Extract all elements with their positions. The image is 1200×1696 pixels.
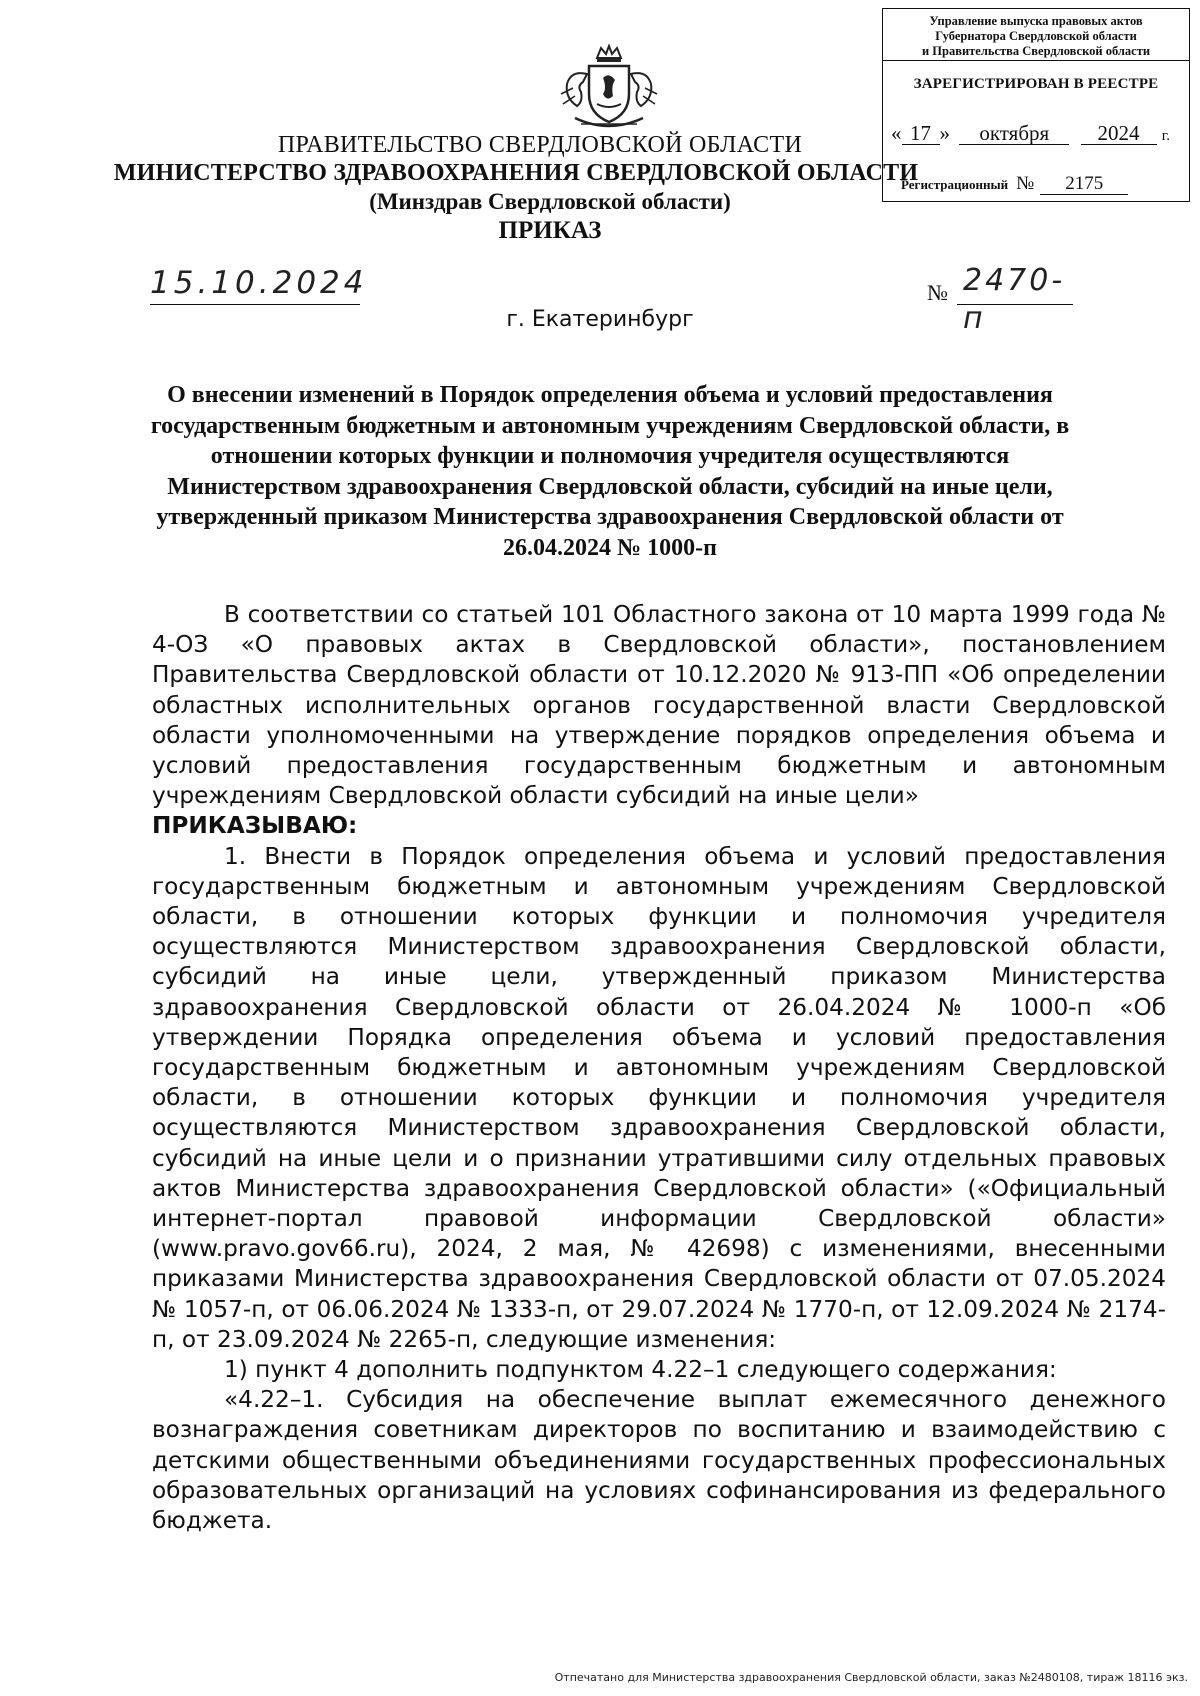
stamp-quote-open: « <box>891 121 902 145</box>
order-body <box>152 600 1166 1536</box>
ministry-heading: МИНИСТЕРСТВО ЗДРАВООХРАНЕНИЯ СВЕРДЛОВСКОЙ ОБЛАСТИ <box>113 160 919 186</box>
stamp-year-suffix: г. <box>1161 128 1170 144</box>
document-type: ПРИКАЗ <box>498 217 602 244</box>
stamp-year: 2024 <box>1081 122 1157 145</box>
stamp-department <box>883 9 1189 61</box>
stamp-day: 17 <box>902 122 940 145</box>
stamp-reg-label: Регистрационный <box>901 177 1009 192</box>
subitem-1-paragraph: 1) пункт 4 дополнить подпунктом 4.22–1 следующего содержания: <box>224 1356 1057 1384</box>
ministry-short-name: (Минздрав Свердловской области) <box>369 189 731 214</box>
stamp-number-sign: № <box>1016 173 1035 194</box>
stamp-month: октября <box>959 122 1069 145</box>
stamp-registered-label: ЗАРЕГИСТРИРОВАН В РЕЕСТРЕ <box>913 76 1159 92</box>
order-title: О внесении изменений в Порядок определения объема и условий предоставления государственным бюджетным и автономным учреждениям Свердловской области, в отношении которых функции и полномочия учредителя осуществляются Министерством здравоохранения Свердловской области, субсидий на иные цели, утвержденный приказом Министерства здравоохранения Свердловской области от 26.04.2024 № 1000-п <box>150 382 1070 561</box>
subitem-1-text-paragraph: «4.22–1. Субсидия на обеспечение выплат ежемесячного денежного вознаграждения советникам директоров по воспитанию и взаимодействию с детскими общественными объединениями государственных профессиональных образовательных организаций на условиях софинансирования из федерального бюджета. <box>152 1386 1166 1535</box>
government-heading: ПРАВИТЕЛЬСТВО СВЕРДЛОВСКОЙ ОБЛАСТИ <box>277 132 803 158</box>
item-1-paragraph: 1. Внести в Порядок определения объема и условий предоставления государственным бюджетным и автономным учреждениям Свердловской области, в отношении которых функции и полномочия учредителя осуществляются Министерством здравоохранения Свердловской области, субсидий на иные цели, утвержденный приказом Министерства здравоохранения Свердловской области от 26.04.2024 № 1000-п «Об утверждении Порядка определения объема и условий предоставления государственным бюджетным и автономным учреждениям Свердловской области, в отношении которых функции и полномочия учредителя осуществляются Министерством здравоохранения Свердловской области, субсидий на иные цели и о признании утратившими силу отдельных правовых актов Министерства здравоохранения Свердловской области» («Официальный интернет-портал правовой информации Свердловской области» (www.pravo.gov66.ru), 2024, 2 мая, № 42698) с изменениями, внесенными приказами Министерства здравоохранения Свердловской области от 07.05.2024 № 1057-п, от 06.06.2024 № 1333-п, от 29.07.2024 № 1770-п, от 12.09.2024 № 2174-п, от 23.09.2024 № 2265-п, следующие изменения: <box>152 842 1166 1353</box>
order-number-sign: № <box>927 280 948 305</box>
city-name: г. Екатеринбург <box>506 307 694 332</box>
stamp-department-line: и Правительства Свердловской области <box>921 44 1151 58</box>
preamble-paragraph: В соответствии со статьей 101 Областного закона от 10 марта 1999 года № 4-ОЗ «О правовых актах в Свердловской области», постановлением Правительства Свердловской области от 10.12.2020 № 913-ПП «Об определении областных исполнительных органов государственной власти Свердловской области уполномоченными на утверждение порядков определения объема и условий предоставления государственным бюджетным и автономным учреждениям Свердловской области субсидий на иные цели» <box>152 601 1166 810</box>
print-footer: Отпечатано для Министерства здравоохранения Свердловской области, заказ №2480108, тираж 18116 экз. <box>554 1671 1188 1684</box>
decree-heading: ПРИКАЗЫВАЮ: <box>152 812 358 840</box>
stamp-quote-close: » <box>939 121 950 145</box>
stamp-reg-number: 2175 <box>1040 174 1128 195</box>
stamp-department-line: Управление выпуска правовых актов <box>929 14 1143 28</box>
order-number-handwritten: 2470-п <box>957 262 1073 305</box>
coat-of-arms-emblem <box>553 44 665 134</box>
order-date-handwritten: 15.10.2024 <box>150 264 360 305</box>
stamp-department-line: Губернатора Свердловской области <box>935 29 1137 43</box>
